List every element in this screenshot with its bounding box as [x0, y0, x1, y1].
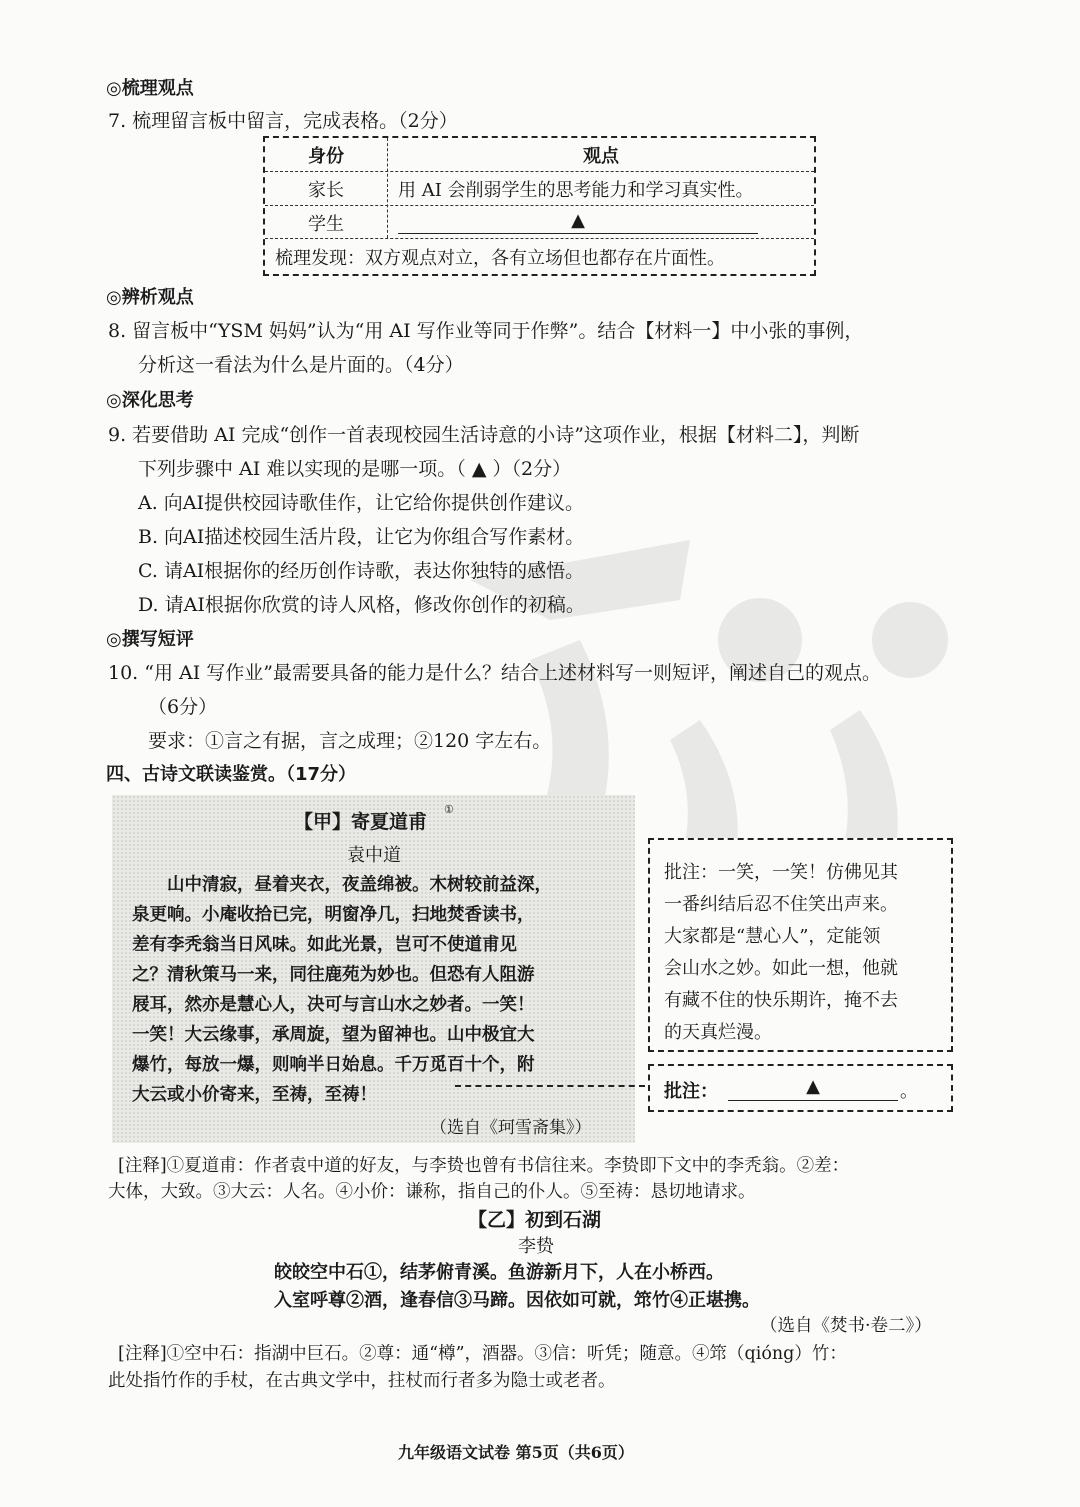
annotation-line: 有藏不住的快乐期许，掩不去 — [664, 990, 898, 1011]
option-a[interactable]: A. 向AI提供校园诗歌佳作，让它给你提供创作建议。 — [138, 492, 585, 514]
annotation-box-1 — [648, 838, 953, 1052]
section-ancient-poetry: 四、古诗文联读鉴赏。（17分） — [106, 764, 357, 785]
table-cell-parent-view: 用 AI 会削弱学生的思考能力和学习真实性。 — [398, 180, 754, 201]
notes-yi-line1: [注释]①空中石：指湖中巨石。②尊：通“樽”，酒器。③信：听凭；随意。④筇（qióng）竹： — [118, 1344, 847, 1364]
poem-jia-line: 大云或小价寄来，至祷，至祷！ — [132, 1085, 377, 1105]
annotation-box-2 — [648, 1064, 953, 1112]
question-8-line1: 8. 留言板中“YSM 妈妈”认为“用 AI 写作业等同于作弊”。结合【材料一】中小张的事例， — [108, 320, 864, 342]
poem-jia-title-note: ① — [444, 803, 454, 816]
table-answer-blank[interactable]: ▲ — [398, 210, 758, 234]
question-10-line1: 10. “用 AI 写作业”最需要具备的能力是什么？结合上述材料写一则短评，阐述自己的观点。 — [108, 662, 881, 684]
section-write-review: ◎撰写短评 — [106, 629, 194, 650]
table-finding: 梳理发现：双方观点对立，各有立场但也都存在片面性。 — [275, 248, 725, 269]
poem-yi-title: 【乙】初到石湖 — [468, 1209, 602, 1231]
annotation-line: 批注：一笑，一笑！仿佛见其 — [664, 862, 898, 883]
poem-jia-author: 袁中道 — [347, 845, 401, 866]
poem-jia-line: 屐耳，然亦是慧心人，决可与言山水之妙者。一笑！ — [132, 995, 535, 1015]
poem-jia-line: 山中清寂，昼着夹衣，夜盖绵被。木树较前益深， — [167, 875, 552, 895]
annotation-answer-blank[interactable]: ▲ — [728, 1076, 898, 1101]
poem-jia-source: （选自《珂雪斋集》） — [430, 1118, 592, 1138]
poem-jia-line: 爆竹，每放一爆，则响半日始息。千万觅百十个，附 — [132, 1055, 535, 1075]
question-9-line2: 下列步骤中 AI 难以实现的是哪一项。（ ▲ ）（2分） — [138, 458, 572, 480]
view-table — [263, 136, 816, 276]
poem-jia-line: 一笑！大云缘事，承周旋，望为留神也。山中极宜大 — [132, 1025, 535, 1045]
annotation-arrow-line — [455, 1085, 645, 1087]
poem-jia-line: 泉更响。小庵收拾已完，明窗净几，扫地焚香读书， — [132, 905, 535, 925]
poem-yi-author: 李贽 — [518, 1236, 554, 1257]
section-analyze-views: ◎辨析观点 — [106, 287, 194, 308]
poem-yi-line1: 皎皎空中石①，结茅俯青溪。鱼游新月下，人在小桥西。 — [274, 1262, 724, 1283]
section-sort-views: ◎梳理观点 — [106, 78, 194, 99]
page-footer: 九年级语文试卷 第5页（共6页） — [398, 1443, 634, 1462]
option-c[interactable]: C. 请AI根据你的经历创作诗歌，表达你独特的感悟。 — [138, 560, 585, 582]
question-10-requirement: 要求：①言之有据，言之成理；②120 字左右。 — [148, 730, 552, 752]
section-deep-thinking: ◎深化思考 — [106, 390, 194, 411]
question-8-line2: 分析这一看法为什么是片面的。（4分） — [138, 354, 464, 376]
option-b[interactable]: B. 向AI描述校园生活片段，让它为你组合写作素材。 — [138, 526, 585, 548]
question-10-line2: （6分） — [148, 696, 218, 718]
notes-jia-line2: 大体，大致。③大云：人名。④小价：谦称，指自己的仆人。⑤至祷：恳切地请求。 — [108, 1182, 756, 1202]
question-7: 7. 梳理留言板中留言，完成表格。（2分） — [108, 110, 458, 132]
poem-jia-title: 【甲】寄夏道甫 — [294, 811, 428, 833]
poem-jia-line: 之？清秋策马一来，同往鹿苑为妙也。但恐有人阻游 — [132, 965, 535, 985]
question-9-line1: 9. 若要借助 AI 完成“创作一首表现校园生活诗意的小诗”这项作业，根据【材料二】，判断 — [108, 424, 860, 446]
poem-jia-line: 差有李秃翁当日风味。如此光景，岂可不使道甫见 — [132, 935, 517, 955]
table-header-identity: 身份 — [308, 146, 344, 167]
annotation-2-end: 。 — [900, 1081, 918, 1102]
poem-yi-line2: 入室呼尊②酒，逢春信③马蹄。因依如可就，筇竹④正堪携。 — [274, 1290, 760, 1311]
annotation-line: 大家都是“慧心人”，定能领 — [664, 926, 881, 947]
option-d[interactable]: D. 请AI根据你欣赏的诗人风格，修改你创作的初稿。 — [138, 594, 585, 616]
notes-jia-line1: [注释]①夏道甫：作者袁中道的好友，与李贽也曾有书信往来。李贽即下文中的李秃翁。②差： — [118, 1156, 850, 1176]
annotation-line: 的天真烂漫。 — [664, 1022, 772, 1043]
table-cell-student: 学生 — [308, 214, 344, 235]
poem-yi-source: （选自《焚书·卷二》） — [760, 1316, 932, 1336]
annotation-line: 会山水之妙。如此一想，他就 — [664, 958, 898, 979]
annotation-2-label: 批注： — [664, 1081, 718, 1102]
table-header-view: 观点 — [583, 146, 619, 167]
notes-yi-line2: 此处指竹作的手杖，在古典文学中，拄杖而行者多为隐士或老者。 — [108, 1371, 616, 1391]
poem-jia-box — [112, 795, 635, 1143]
table-cell-parent: 家长 — [308, 180, 344, 201]
annotation-line: 一番纠结后忍不住笑出声来。 — [664, 894, 898, 915]
